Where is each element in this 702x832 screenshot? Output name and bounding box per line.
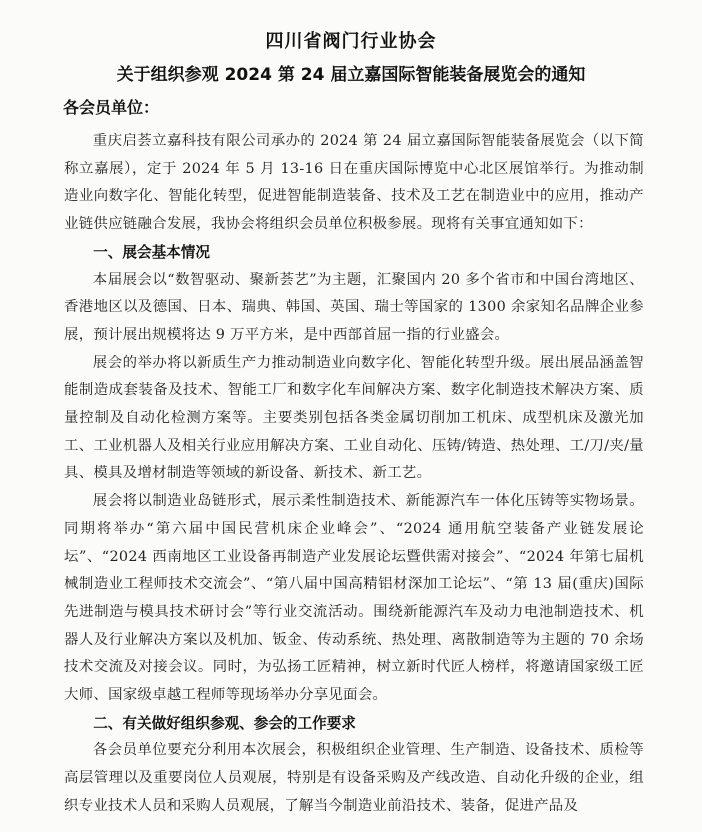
- section-2-heading: 二、有关做好组织参观、参会的工作要求: [93, 714, 356, 732]
- section-1-heading: 一、展会基本情况: [93, 243, 210, 261]
- section-1-paragraph-3: 展会将以制造业岛链形式，展示柔性制造技术、新能源汽车一体化压铸等实物场景。同期将举办“第六届中国民营机床企业峰会”、“2024 通用航空装备产业链发展论坛”、“2024 西南地区工业设备再制造产业发展论坛暨供需对接会”、“2024 年第七届机械制造业工程师技术交流会”、“第八届中国高精铝材深加工论坛”、“第 13 届(重庆)国际先进制造与模具技术研讨会”等行业交流活动。围绕新能源汽车及动力电池制造技术、机器人及行业解决方案以及机加、钣金、传动系统、热处理、离散制造等为主题的 70 余场技术交流及对接会议。同时，为弘扬工匠精神，树立新时代匠人榜样，将邀请国家级工匠大师、国家级卓越工程师等现场举办分享见面会。: [64, 493, 644, 704]
- notice-title: 关于组织参观 2024 第 24 届立嘉国际智能装备展览会的通知: [116, 65, 586, 85]
- section-1-paragraph-2: 展会的举办将以新质生产力推动制造业向数字化、智能化转型升级。展出展品涵盖智能制造成套装备及技术、智能工厂和数字化车间解决方案、数字化制造技术解决方案、质量控制及自动化检测方案等。主要类别包括各类金属切削加工机床、成型机床及激光加工、工业机器人及相关行业应用解决方案、工业自动化、压铸/铸造、热处理、工/刀/夹/量具、模具及增材制造等领域的新设备、新技术、新工艺。: [64, 354, 644, 482]
- section-1-paragraph-1: 本届展会以“数智驱动、聚新荟艺”为主题，汇聚国内 20 多个省市和中国台湾地区、香港地区以及德国、日本、瑞典、韩国、英国、瑞士等国家的 1300 余家知名品牌企业参展，预计展出规模将达 9 万平方米，是中西部首屈一指的行业盛会。: [64, 271, 644, 343]
- organization-title: 四川省阀门行业协会: [265, 31, 437, 52]
- salutation: 各会员单位：: [63, 98, 160, 117]
- section-2-paragraph-1: 各会员单位要充分利用本次展会，积极组织企业管理、生产制造、设备技术、质检等高层管理以及重要岗位人员观展，特别是有设备采购及产线改造、自动化升级的企业，组织专业技术人员和采购人员观展，了解当今制造业前沿技术、装备，促进产品及: [64, 742, 644, 814]
- intro-paragraph: 重庆启荟立嘉科技有限公司承办的 2024 第 24 届立嘉国际智能装备展览会（以下简称立嘉展），定于 2024 年 5 月 13-16 日在重庆国际博览中心北区展馆举行。为推动制造业向数字化、智能化转型，促进智能制造装备、技术及工艺在制造业中的应用，推动产业链供应链融合发展，我协会将组织会员单位积极参展。现将有关事宜通知如下：: [64, 133, 644, 233]
- document-body: [64, 128, 644, 821]
